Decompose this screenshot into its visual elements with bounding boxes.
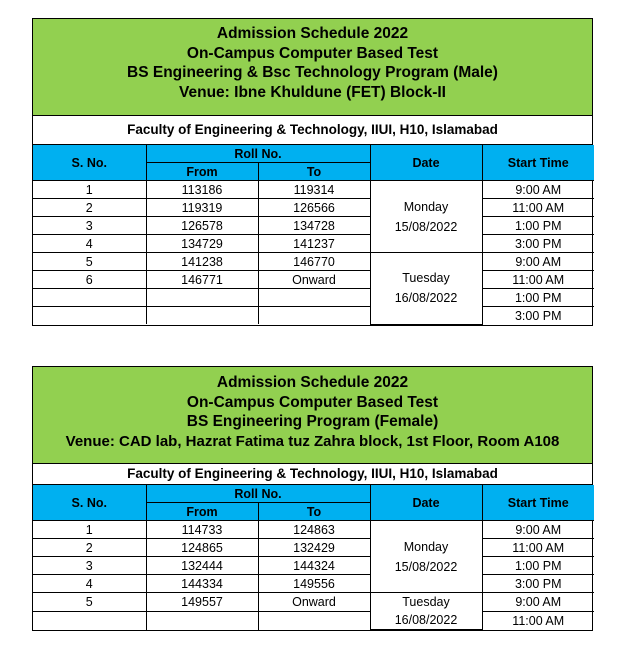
cell-start-time: 3:00 PM: [482, 307, 594, 325]
schedule-header: [33, 19, 592, 116]
schedule-male: [32, 18, 593, 326]
cell-to: 146770: [258, 253, 370, 271]
date-value: 15/08/2022: [394, 559, 458, 574]
cell-date: [370, 253, 482, 325]
cell-sno: 4: [33, 235, 146, 253]
schedule-table: [33, 145, 594, 325]
faculty-line: Faculty of Engineering & Technology, IIUI, H10, Islamabad: [33, 464, 592, 485]
cell-date: [370, 181, 482, 253]
cell-start-time: 11:00 AM: [482, 199, 594, 217]
cell-sno: 5: [33, 253, 146, 271]
schedule-program: BS Engineering & Bsc Technology Program (Male): [127, 64, 498, 81]
cell-to: 141237: [258, 235, 370, 253]
cell-sno: 2: [33, 199, 146, 217]
date-day: Monday: [403, 199, 449, 214]
header-roll-no: Roll No.: [146, 485, 370, 503]
header-start-time: Start Time: [482, 485, 594, 521]
schedule-program: BS Engineering Program (Female): [186, 413, 439, 430]
table-row: [33, 593, 594, 612]
cell-start-time: 9:00 AM: [482, 593, 594, 612]
cell-from: 113186: [146, 181, 258, 199]
date-day: Monday: [403, 539, 449, 554]
cell-sno: [33, 611, 146, 629]
cell-start-time: 9:00 AM: [482, 253, 594, 271]
cell-from: 126578: [146, 217, 258, 235]
table-row: [33, 235, 594, 253]
schedule-test-type: On-Campus Computer Based Test: [186, 393, 439, 411]
table-row: [33, 289, 594, 307]
cell-start-time: 9:00 AM: [482, 521, 594, 539]
table-row: [33, 307, 594, 325]
date-day: Tuesday: [402, 271, 450, 286]
table-row: [33, 271, 594, 289]
cell-from: 144334: [146, 575, 258, 593]
cell-to: Onward: [258, 593, 370, 612]
cell-to: 144324: [258, 557, 370, 575]
cell-sno: 1: [33, 521, 146, 539]
cell-start-time: 11:00 AM: [482, 611, 594, 629]
cell-from: 132444: [146, 557, 258, 575]
cell-sno: [33, 307, 146, 325]
cell-sno: 1: [33, 181, 146, 199]
cell-sno: 6: [33, 271, 146, 289]
cell-from: [146, 307, 258, 325]
cell-start-time: 3:00 PM: [482, 575, 594, 593]
cell-to: 124863: [258, 521, 370, 539]
date-value: 16/08/2022: [394, 291, 458, 306]
header-date: Date: [370, 485, 482, 521]
table-row: [33, 557, 594, 575]
cell-from: 114733: [146, 521, 258, 539]
header-to: To: [258, 163, 370, 181]
cell-date: [370, 521, 482, 593]
table-row: [33, 539, 594, 557]
table-row: [33, 181, 594, 199]
cell-from: 119319: [146, 199, 258, 217]
cell-sno: [33, 289, 146, 307]
cell-start-time: 1:00 PM: [482, 289, 594, 307]
schedule-venue: Venue: CAD lab, Hazrat Fatima tuz Zahra block, 1st Floor, Room A108: [65, 432, 560, 450]
faculty-line: Faculty of Engineering & Technology, IIUI, H10, Islamabad: [33, 116, 592, 145]
cell-to: [258, 307, 370, 325]
schedule-venue: Venue: Ibne Khuldune (FET) Block-II: [179, 83, 446, 101]
cell-start-time: 3:00 PM: [482, 235, 594, 253]
header-sno: S. No.: [33, 145, 146, 181]
cell-from: 134729: [146, 235, 258, 253]
header-to: To: [258, 503, 370, 521]
schedule-header: [33, 367, 592, 464]
cell-to: 119314: [258, 181, 370, 199]
cell-from: 149557: [146, 593, 258, 612]
cell-to: 126566: [258, 199, 370, 217]
cell-to: 132429: [258, 539, 370, 557]
schedule-table: [33, 485, 594, 630]
cell-start-time: 11:00 AM: [482, 271, 594, 289]
cell-sno: 2: [33, 539, 146, 557]
date-value: 16/08/2022: [394, 613, 458, 627]
schedule-title: Admission Schedule 2022: [216, 374, 409, 391]
schedule-title: Admission Schedule 2022: [216, 25, 409, 42]
table-row: [33, 217, 594, 235]
cell-start-time: 1:00 PM: [482, 217, 594, 235]
cell-sno: 3: [33, 217, 146, 235]
date-day: Tuesday: [402, 595, 450, 609]
cell-from: 124865: [146, 539, 258, 557]
cell-sno: 5: [33, 593, 146, 612]
cell-from: 146771: [146, 271, 258, 289]
cell-start-time: 1:00 PM: [482, 557, 594, 575]
table-row: [33, 575, 594, 593]
header-from: From: [146, 163, 258, 181]
table-row: [33, 521, 594, 539]
cell-sno: 3: [33, 557, 146, 575]
header-date: Date: [370, 145, 482, 181]
schedule-female: [32, 366, 593, 631]
table-row: [33, 199, 594, 217]
cell-to: 134728: [258, 217, 370, 235]
header-roll-no: Roll No.: [146, 145, 370, 163]
cell-start-time: 11:00 AM: [482, 539, 594, 557]
cell-from: 141238: [146, 253, 258, 271]
table-row: [33, 611, 594, 629]
cell-to: [258, 289, 370, 307]
cell-to: [258, 611, 370, 629]
header-start-time: Start Time: [482, 145, 594, 181]
cell-date: [370, 593, 482, 630]
cell-start-time: 9:00 AM: [482, 181, 594, 199]
cell-from: [146, 289, 258, 307]
date-value: 15/08/2022: [394, 219, 458, 234]
header-sno: S. No.: [33, 485, 146, 521]
table-row: [33, 253, 594, 271]
cell-from: [146, 611, 258, 629]
cell-to: 149556: [258, 575, 370, 593]
cell-sno: 4: [33, 575, 146, 593]
cell-to: Onward: [258, 271, 370, 289]
schedule-test-type: On-Campus Computer Based Test: [186, 44, 439, 62]
header-from: From: [146, 503, 258, 521]
